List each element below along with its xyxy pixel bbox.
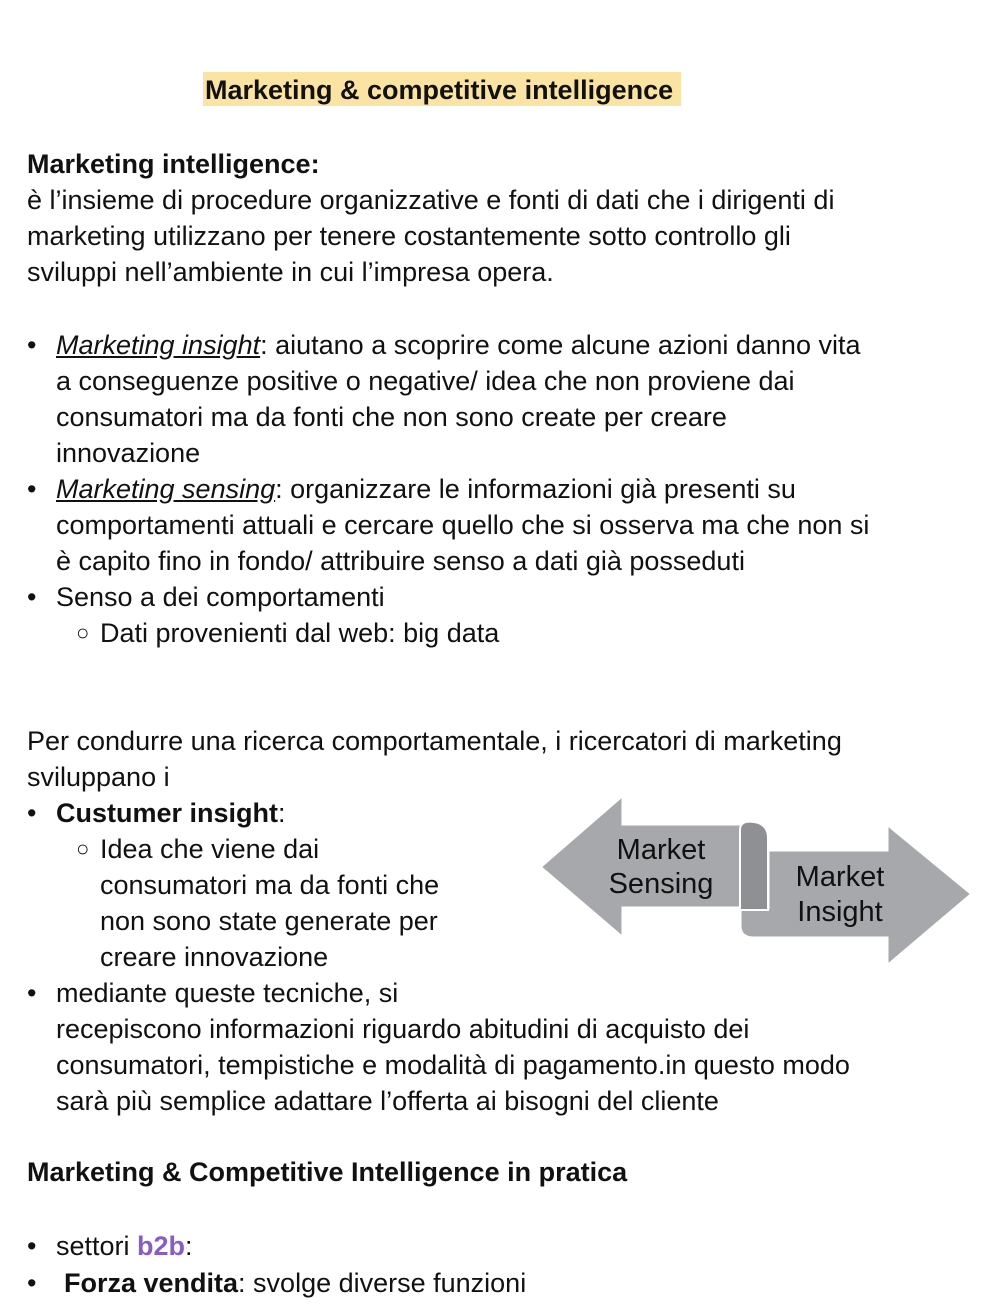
- customer-sub-line-3: non sono state generate per: [100, 906, 438, 936]
- settori-suffix: :: [185, 1231, 193, 1261]
- research-line-1: Per condurre una ricerca comportamentale, i ricercatori di marketing: [27, 726, 842, 756]
- tecniche-line-1: mediante queste tecniche, si: [56, 978, 399, 1008]
- practice-heading: Marketing & Competitive Intelligence in pratica: [27, 1157, 628, 1187]
- bullet-symbol: •: [27, 582, 37, 612]
- customer-sub-line-1: Idea che viene dai: [100, 834, 320, 864]
- bullet-symbol: •: [27, 1231, 37, 1261]
- page-title: Marketing & competitive intelligence: [203, 72, 681, 106]
- tecniche-line-2: recepiscono informazioni riguardo abitudini di acquisto dei: [56, 1014, 750, 1044]
- term-forza-vendita: Forza vendita: [64, 1268, 239, 1298]
- bullet-sensing-line-2: comportamenti attuali e cercare quello che si osserva ma che non si: [56, 510, 870, 540]
- ribbon-fold: [740, 822, 768, 910]
- customer-sub-line-4: creare innovazione: [100, 942, 329, 972]
- bullet-customer-insight: [56, 795, 286, 831]
- forza-rest: : svolge diverse funzioni: [238, 1268, 527, 1298]
- bullet-senso: Senso a dei comportamenti: [56, 582, 385, 612]
- bullet-forza-vendita: [64, 1265, 526, 1301]
- bullet-sensing-line-1: [56, 471, 796, 507]
- settori-prefix: settori: [56, 1231, 138, 1261]
- bullet-symbol: •: [27, 798, 37, 828]
- term-marketing-insight: Marketing insight: [56, 330, 261, 360]
- tecniche-line-4: sarà più semplice adattare l’offerta ai bisogni del cliente: [56, 1086, 719, 1116]
- bullet-insight-line-1: [56, 327, 860, 363]
- definition-line-2: marketing utilizzano per tenere costantemente sotto controllo gli: [27, 221, 791, 251]
- insight-label-2: Insight: [797, 896, 883, 928]
- sensing-label-2: Sensing: [608, 868, 714, 900]
- term-customer-insight: Custumer insight: [56, 798, 279, 828]
- sub-bullet-symbol: ○: [76, 836, 90, 861]
- sensing-insight-diagram: [530, 790, 980, 975]
- sensing-arrow: [540, 795, 768, 938]
- bullet-insight-line-2: a conseguenze positive o negative/ idea che non proviene dai: [56, 366, 795, 396]
- sensing-label-1: Market: [616, 834, 706, 866]
- bullet-sensing-line-3: è capito fino in fondo/ attribuire senso a dati già posseduti: [56, 546, 745, 576]
- insight-text-1: : aiutano a scoprire come alcune azioni danno vita: [260, 330, 861, 360]
- customer-sub-line-2: consumatori ma da fonti che: [100, 870, 440, 900]
- sub-bullet-symbol: ○: [76, 620, 90, 645]
- b2b-term: b2b: [137, 1231, 186, 1261]
- sub-bullet-web: Dati provenienti dal web: big data: [100, 618, 500, 648]
- bullet-symbol: •: [27, 474, 37, 504]
- definition-line-1: è l’insieme di procedure organizzative e fonti di dati che i dirigenti di: [27, 185, 835, 215]
- bullet-insight-line-3: consumatori ma da fonti che non sono create per creare: [56, 402, 727, 432]
- bullet-symbol: •: [27, 330, 37, 360]
- bullet-settori: [56, 1228, 193, 1264]
- insight-label-1: Market: [795, 861, 885, 893]
- tecniche-line-3: consumatori, tempistiche e modalità di pagamento.in questo modo: [56, 1050, 850, 1080]
- term-marketing-sensing: Marketing sensing: [56, 474, 276, 504]
- research-line-2: sviluppano i: [27, 762, 170, 792]
- bullet-insight-line-4: innovazione: [56, 438, 201, 468]
- customer-colon: :: [278, 798, 286, 828]
- sensing-text-1: : organizzare le informazioni già presenti su: [275, 474, 796, 504]
- definition-heading: Marketing intelligence:: [27, 149, 320, 179]
- definition-line-3: sviluppi nell’ambiente in cui l’impresa opera.: [27, 257, 554, 287]
- insight-arrow: [740, 824, 972, 966]
- bullet-symbol: •: [27, 978, 37, 1008]
- bullet-symbol: •: [27, 1268, 37, 1298]
